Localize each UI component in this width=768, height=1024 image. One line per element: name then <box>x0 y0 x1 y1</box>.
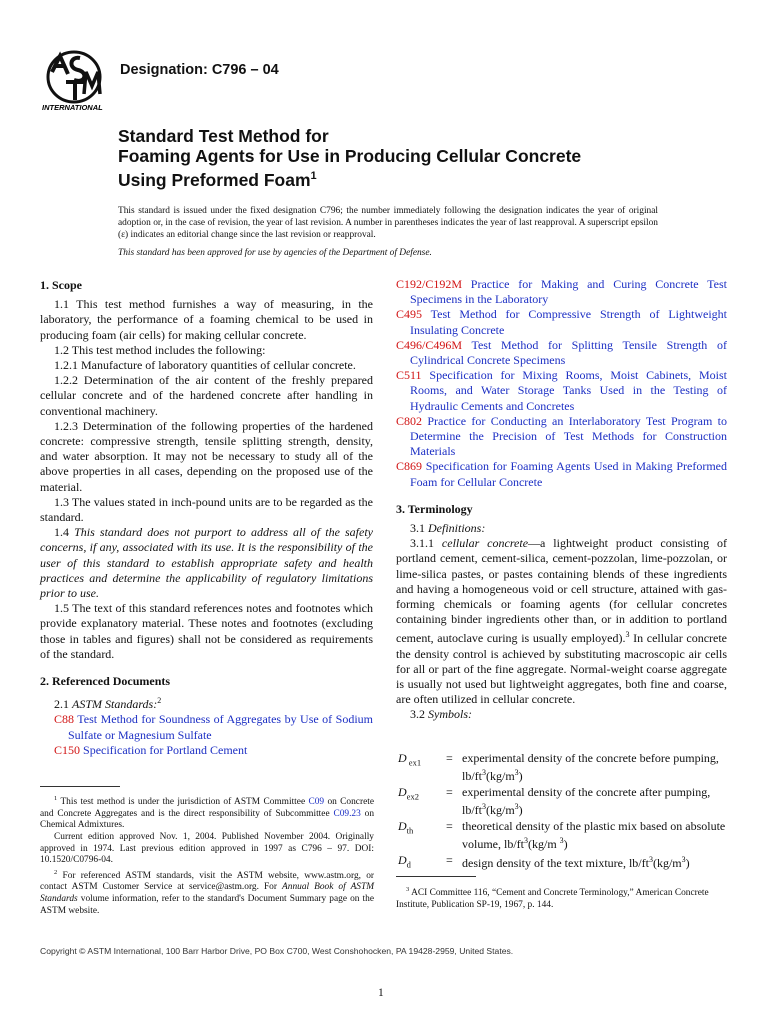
para-3-2: 3.2 Symbols: <box>410 707 472 722</box>
right-column <box>396 277 727 723</box>
copyright-notice: Copyright © ASTM International, 100 Barr Harbor Drive, PO Box C700, West Conshohocken, PA 19428-2959, United States. <box>40 946 514 956</box>
terminology-heading: 3. Terminology <box>396 501 473 516</box>
ref-c869-link[interactable]: C869 Specification for Foaming Agents Used in Making Preformed Foam for Cellular Concrete <box>396 459 728 489</box>
para-1-3: 1.3 The values stated in inch-pound units are to be regarded as the standard. <box>40 494 373 525</box>
footnote-1-edition: Current edition approved Nov. 1, 2004. Published November 2004. Originally approved in 1974. Last previous edition approved in 1997 as C796 – 97. DOI: 10.1520/C0796-04. <box>40 831 374 866</box>
symbol-row: $D_{th}$ = theoretical density of the plastic mix based on absolute volume, $lb/ft^3(kg/m$ $^3$) <box>398 819 726 851</box>
para-1-2-2: 1.2.2 Determination of the air content of the freshly prepared cellular concrete and of the hardened concrete after handling in conventional machinery. <box>40 373 373 418</box>
para-2-1: 2.1 ASTM Standards:$^2$ <box>54 696 162 712</box>
para-1-2-1: 1.2.1 Manufacture of laboratory quantities of cellular concrete. <box>54 358 356 373</box>
ref-c192-link[interactable]: C192/C192M Practice for Making and Curing Concrete Test Specimens in the Laboratory <box>396 277 728 307</box>
c09-link[interactable]: C09 <box>308 797 325 808</box>
footnotes-left <box>40 793 374 917</box>
ref-c511-link[interactable]: C511 Specification for Mixing Rooms, Moist Cabinets, Moist Rooms, and Water Storage Tanks Used in the Testing of Hydraulic Cements and Concretes <box>396 368 727 413</box>
symbol-row: $D_{ex2}$ = experimental density of the concrete after pumping, $lb/ft^3(kg/m^3)$ <box>398 785 711 817</box>
footnote-3: $^3$ ACI Committee 116, “Cement and Concrete Terminology,” American Concrete Institute, Publication SP-19, 1967, p. 144. <box>396 886 709 910</box>
ref-c802-link[interactable]: C802 Practice for Conducting an Interlaboratory Test Program to Determine the Precision of Test Methods for Construction Materials <box>396 413 727 459</box>
ref-c88-link[interactable]: C88 Test Method for Soundness of Aggregates by Use of Sodium Sulfate or Magnesium Sulfate <box>54 712 373 742</box>
para-3-1-1: 3.1.1 cellular concrete—a lightweight product consisting of portland cement, cement-silica, cement-pozzolan, lime-pozzolan, or lime-silica pastes, or pastes containing blends of these ingredients and having a homogeneous void or cell structure, attained with gas-forming chemicals or foaming agents (for cellular concretes containing binder ingredients other than, or in addition to portland cement, autoclave curing is usually employed).$^3$ In cellular concrete the density control is achieved by substituting macroscopic air cells for all or part of the fine aggregate. Normal-weight coarse aggregate is usually not used but lightweight aggregates, both fine and coarse, are often utilized in cellular concrete. <box>396 536 728 707</box>
title-line-1: Standard Test Method for <box>118 126 329 146</box>
para-1-1: 1.1 This test method furnishes a way of measuring, in the laboratory, the performance of a foaming chemical to be used in producing foam (air cells) for making cellular concrete. <box>40 297 373 342</box>
footnote-divider-right <box>396 876 476 877</box>
footnote-divider <box>40 786 120 787</box>
document-title <box>118 126 678 190</box>
symbol-row: D $_{ex1}$ = experimental density of the concrete before pumping, $lb/ft^3(kg/m^3)$ <box>398 751 719 783</box>
title-footnote-mark: 1 <box>310 170 317 182</box>
scope-heading: 1. Scope <box>40 278 82 292</box>
footnote-1: $^1$ This test method is under the jurisdiction of ASTM Committee C09 on Concrete and Concrete Aggregates and is the direct responsibility of Subcommittee C09.23 on Chemical Admixtures. <box>40 795 375 831</box>
issuance-notice: This standard is issued under the fixed designation C796; the number immediately following the designation indicates the year of original adoption or, in the case of revision, the year of last revision. A number in parentheses indicates the year of last reapproval. A superscript epsilon (ε) indicates an editorial change since the last revision or reapproval. <box>118 206 658 241</box>
logo-wordmark: INTERNATIONAL <box>42 103 103 112</box>
title-line-3: Using Preformed Foam$^1$ <box>118 169 317 190</box>
para-1-2-3: 1.2.3 Determination of the following properties of the hardened concrete: compressive strength, tensile splitting strength, density, and water absorption. It may not be necessary to study all of the above properties in all cases, depending on the proposed use of the material. <box>40 418 373 494</box>
page-number: 1 <box>378 987 384 999</box>
left-column <box>40 278 373 758</box>
ref-c496-link[interactable]: C496/C496M Test Method for Splitting Tensile Strength of Cylindrical Concrete Specimens <box>396 337 727 368</box>
dod-approval-notice: This standard has been approved for use by agencies of the Department of Defense. <box>118 248 432 258</box>
designation: Designation: C796 – 04 <box>120 62 279 78</box>
astm-logo <box>38 50 112 112</box>
title-line-2: Foaming Agents for Use in Producing Cellular Concrete <box>118 146 582 166</box>
para-1-5: 1.5 The text of this standard references notes and footnotes which provide explanatory material. These notes and footnotes (excluding those in tables and figures) shall not be considered as requirements of the standard. <box>40 601 373 661</box>
symbols-list <box>398 751 730 874</box>
para-3-1: 3.1 Definitions: <box>410 521 486 536</box>
para-1-4: 1.4 This standard does not purport to address all of the safety concerns, if any, associated with its use. It is the responsibility of the user of this standard to establish appropriate safety and health practices and determine the applicability of regulatory limitations prior to use. <box>40 525 373 601</box>
footnote-2: $^2$ For referenced ASTM standards, visit the ASTM website, www.astm.org, or contact ASTM Customer Service at service@astm.org. For Annual Book of ASTM Standards volume information, refer to the standard's Document Summary page on the ASTM website. <box>40 868 375 916</box>
c09-23-link[interactable]: C09.23 <box>333 808 361 819</box>
symbol-row: $D_d$ = design density of the text mixture, $lb/ft^3(kg/m^3)$ <box>398 853 690 870</box>
referenced-documents-heading: 2. Referenced Documents <box>40 674 171 689</box>
para-1-2: 1.2 This test method includes the following: <box>54 342 266 357</box>
ref-c150-link[interactable]: C150 Specification for Portland Cement <box>54 742 248 757</box>
ref-c495-link[interactable]: C495 Test Method for Compressive Strength of Lightweight Insulating Concrete <box>396 307 727 337</box>
